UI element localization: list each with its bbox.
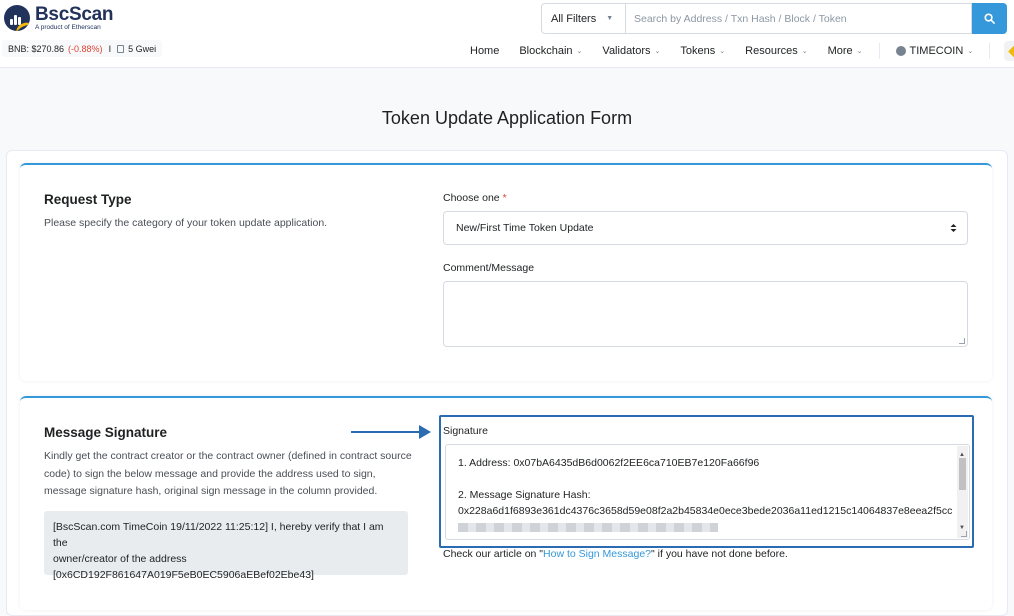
- nav-user-menu[interactable]: [886, 45, 984, 57]
- search-icon: [984, 13, 995, 24]
- nav-validators[interactable]: [592, 45, 670, 57]
- search-filter-dropdown[interactable]: [541, 3, 625, 34]
- sign-message-line: owner/creator of the address: [53, 553, 187, 565]
- search-input[interactable]: [625, 3, 972, 34]
- chevron-down-icon: ⌄: [801, 48, 808, 55]
- price-separator: I: [108, 43, 112, 54]
- nav-resources[interactable]: [735, 45, 817, 57]
- price-bar: [2, 40, 162, 57]
- sign-help-prefix: Check our article on ": [443, 548, 544, 560]
- logo-subtitle: A product of Etherscan: [35, 24, 101, 31]
- sign-message-box: [44, 511, 408, 581]
- redacted-blur: [458, 523, 718, 532]
- message-signature-card: [20, 396, 992, 610]
- signature-redacted-line: [458, 519, 957, 535]
- page-title: Token Update Application Form: [381, 108, 633, 128]
- signature-label: Signature: [443, 425, 488, 437]
- nav-resources-label: Resources: [745, 45, 798, 57]
- request-type-selected-value: New/First Time Token Update: [456, 222, 594, 234]
- chevron-down-icon: ⌄: [654, 48, 661, 55]
- chevron-down-icon: ⌄: [576, 48, 583, 55]
- sign-help-suffix: " if you have not done before.: [651, 548, 788, 560]
- choose-one-text: Choose one: [443, 192, 500, 204]
- user-circle-icon: [896, 46, 906, 56]
- message-signature-title: Message Signature: [44, 425, 168, 440]
- search-filter-label: All Filters: [551, 12, 597, 25]
- site-header: [0, 0, 1014, 68]
- bnb-price: BNB: $270.86: [8, 43, 65, 54]
- logo-title: BscScan: [35, 4, 114, 25]
- sign-message-line: [BscScan.com TimeCoin 19/11/2022 11:25:12] I, hereby verify that I am the: [53, 521, 384, 549]
- nav-tokens-label: Tokens: [680, 45, 716, 57]
- bnb-logo-icon: [1008, 45, 1014, 58]
- gas-price[interactable]: 5 Gwei: [128, 43, 157, 54]
- how-to-sign-link[interactable]: How to Sign Message?: [543, 548, 652, 560]
- bscscan-logo-icon: [4, 5, 30, 31]
- nav-tokens[interactable]: [670, 45, 735, 57]
- signature-textarea[interactable]: [445, 444, 970, 540]
- nav-validators-label: Validators: [602, 45, 651, 57]
- scroll-thumb[interactable]: [959, 458, 966, 490]
- annotation-arrow-head-icon: [419, 425, 431, 439]
- resize-handle-icon[interactable]: [961, 531, 967, 537]
- nav-blockchain[interactable]: [509, 45, 592, 57]
- signature-text-line: 1. Address: 0x07bA6435dB6d0062f2EE6ca710EB7e120Fa66f96: [458, 457, 760, 469]
- nav-home-label: Home: [470, 45, 500, 57]
- scroll-down-icon[interactable]: ▼: [959, 525, 965, 531]
- main-nav: [460, 41, 1014, 61]
- chevron-down-icon: ⌄: [967, 48, 974, 55]
- choose-one-label: [443, 192, 507, 204]
- scroll-up-icon[interactable]: ▲: [959, 452, 965, 458]
- chevron-down-icon: ⌄: [856, 48, 863, 55]
- signature-blank-line: [458, 471, 957, 487]
- nav-more-label: More: [827, 45, 853, 57]
- signature-text-line: 2. Message Signature Hash:: [458, 489, 591, 501]
- comment-label: Comment/Message: [443, 262, 535, 274]
- request-type-title: Request Type: [44, 192, 132, 207]
- nav-more[interactable]: [818, 45, 873, 57]
- gas-pump-icon: [117, 45, 124, 53]
- chevron-down-icon: ⌄: [719, 48, 726, 55]
- nav-divider: [879, 43, 880, 59]
- nav-divider: [989, 43, 990, 59]
- select-arrows-icon: [950, 223, 957, 233]
- resize-handle-icon[interactable]: [959, 338, 965, 344]
- search-bar: [541, 3, 1007, 34]
- request-type-description: Please specify the category of your token update application.: [44, 217, 328, 229]
- site-logo[interactable]: [4, 5, 113, 32]
- chevron-down-icon: ▼: [606, 15, 614, 22]
- search-button[interactable]: [972, 3, 1007, 34]
- request-type-select[interactable]: [443, 211, 968, 245]
- bnb-network-button[interactable]: [1004, 41, 1014, 61]
- nav-blockchain-label: Blockchain: [519, 45, 573, 57]
- required-mark: *: [502, 192, 507, 204]
- nav-home[interactable]: [460, 45, 509, 57]
- sign-message-line: [0x6CD192F861647A019F5eB0EC5906aEBef02Ebe43]: [53, 569, 314, 581]
- sign-help-note: [443, 548, 788, 560]
- request-type-card: [20, 163, 992, 381]
- signature-scrollbar[interactable]: [957, 446, 968, 538]
- signature-highlight: [439, 415, 974, 548]
- bnb-price-change: (-0.88%): [68, 43, 103, 54]
- annotation-arrow-icon: [351, 431, 423, 433]
- signature-text-line: 0x228a6d1f6893e361dc4376c3658d59e08f2a2b45834e0ece3bede2036a11ed1215c14064837e8eea2f5cc: [458, 505, 953, 517]
- message-signature-description: Kindly get the contract creator or the contract owner (defined in contract source code) to sign the below message and provide the address used to sign, message signature hash, original sign message in the column provided.: [44, 450, 412, 497]
- nav-user-label: TIMECOIN: [909, 45, 964, 57]
- comment-textarea[interactable]: [443, 281, 968, 347]
